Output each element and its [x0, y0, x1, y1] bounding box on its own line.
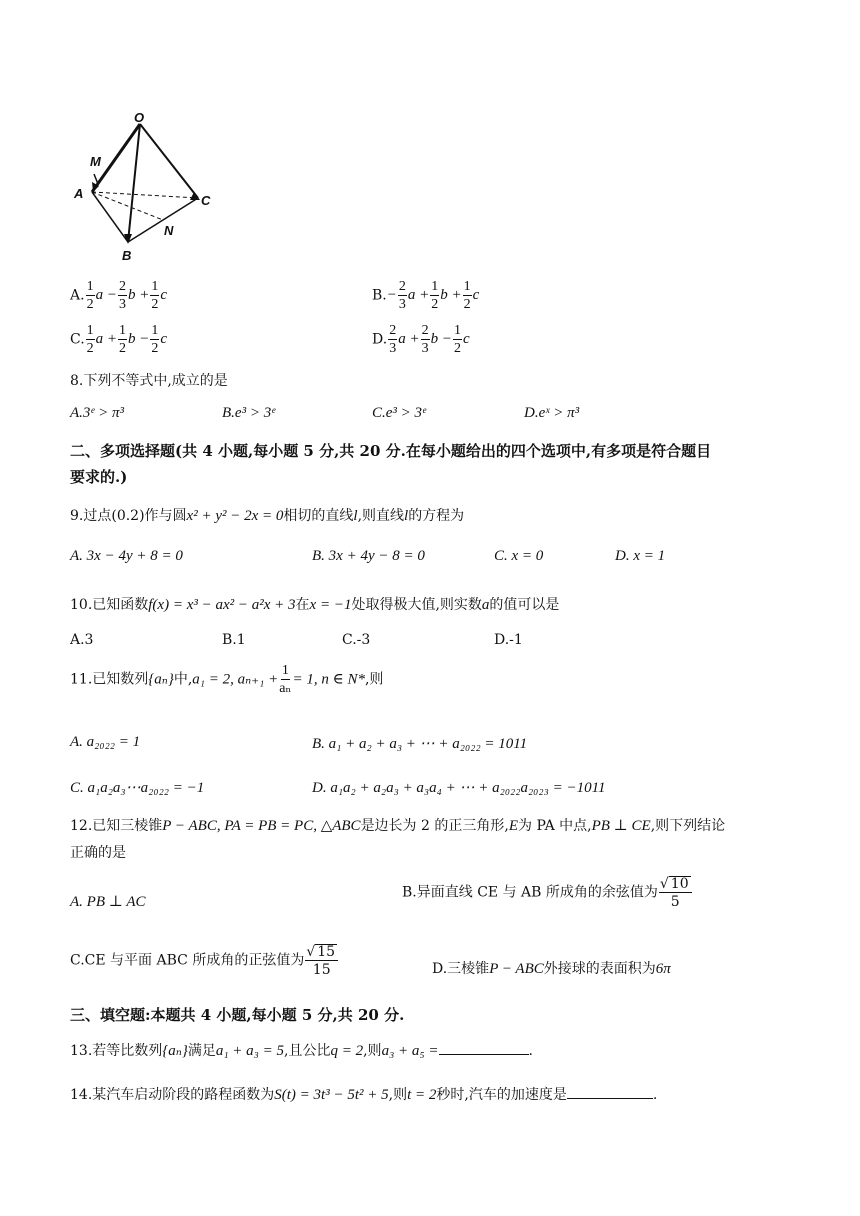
- q12-option-a[interactable]: A. PB ⊥ AC: [70, 894, 146, 910]
- section-2-title-line2: 要求的.): [70, 468, 128, 486]
- answer-blank[interactable]: [439, 1042, 529, 1055]
- q12-option-b[interactable]: B.异面直线 CE 与 AB 所成角的余弦值为 $\frac{√ 10}{5}$: [402, 876, 693, 909]
- q7-option-d[interactable]: D. $\frac{2}{3}$ a + $\frac{2}{3}$ b − $\frac{1}{2}$ c: [372, 323, 470, 356]
- q7-option-b[interactable]: B.− $\frac{2}{3}$ a + $\frac{1}{2}$ b + $\frac{1}{2}$ c: [372, 279, 480, 312]
- option-letter: B.: [372, 287, 387, 304]
- q10-option-a[interactable]: A.3: [70, 632, 94, 648]
- q10-option-b[interactable]: B.1: [222, 632, 246, 648]
- q10-stem: 10.已知函数f(x) = x³ − ax² − a²x + 3在x = −1处取得极大值,则实数a的值可以是: [70, 597, 560, 613]
- option-letter: C.: [70, 331, 85, 348]
- q8-option-a[interactable]: A.3ᵉ > π³: [70, 405, 124, 421]
- option-letter: D.: [372, 331, 388, 348]
- q11-option-d[interactable]: D. a₁a₂ + a₂a₃ + a₃a₄ + ⋯ + a₂₀₂₂a₂₀₂₃ = −1011: [312, 780, 606, 796]
- q11-option-a[interactable]: A. a₂₀₂₂ = 1: [70, 734, 141, 750]
- q8-option-b[interactable]: B.e³ > 3ᵉ: [222, 405, 276, 421]
- q9-option-d[interactable]: D. x = 1: [615, 548, 666, 564]
- point-label-o: O: [134, 110, 145, 125]
- q11-option-c[interactable]: C. a₁a₂a₃⋯a₂₀₂₂ = −1: [70, 780, 205, 796]
- q11-option-b[interactable]: B. a₁ + a₂ + a₃ + ⋯ + a₂₀₂₂ = 1011: [312, 736, 528, 752]
- section-3-title: 三、填空题:本题共 4 小题,每小题 5 分,共 20 分.: [70, 1006, 405, 1024]
- q10-option-d[interactable]: D.-1: [494, 632, 523, 648]
- q12-stem-line2: 正确的是: [70, 845, 126, 861]
- q9-option-c[interactable]: C. x = 0: [494, 548, 544, 564]
- q13-stem: 13.若等比数列{aₙ}满足a₁ + a₃ = 5,且公比q = 2,则a₃ + a₅ = .: [70, 1043, 533, 1059]
- q7-option-a[interactable]: A. $\frac{1}{2}$ a − $\frac{2}{3}$ b + $\frac{1}{2}$ c: [70, 279, 167, 312]
- tetrahedron-figure: [70, 108, 230, 268]
- q12-option-d[interactable]: D.三棱锥P − ABC外接球的表面积为6π: [432, 961, 671, 977]
- point-label-a: A: [74, 186, 84, 201]
- answer-blank[interactable]: [567, 1086, 653, 1099]
- q9-option-b[interactable]: B. 3x + 4y − 8 = 0: [312, 548, 425, 564]
- q8-option-c[interactable]: C.e³ > 3ᵉ: [372, 405, 426, 421]
- option-letter: A.: [70, 287, 85, 304]
- q10-option-c[interactable]: C.-3: [342, 632, 371, 648]
- q9-option-a[interactable]: A. 3x − 4y + 8 = 0: [70, 548, 183, 564]
- point-label-b: B: [122, 248, 132, 263]
- q8-option-d[interactable]: D.eˣ > π³: [524, 405, 580, 421]
- q7-option-c[interactable]: C. $\frac{1}{2}$ a + $\frac{1}{2}$ b − $\frac{1}{2}$ c: [70, 323, 168, 356]
- point-label-c: C: [201, 193, 211, 208]
- point-label-n: N: [164, 223, 174, 238]
- section-2-title-line1: 二、多项选择题(共 4 小题,每小题 5 分,共 20 分.在每小题给出的四个选项中,有多项是符合题目: [70, 442, 712, 460]
- q12-stem-line1: 12.已知三棱锥P − ABC, PA = PB = PC, △ABC是边长为 2 的正三角形,E为 PA 中点,PB ⊥ CE,则下列结论: [70, 818, 726, 834]
- q11-stem: 11.已知数列{aₙ}中,a₁ = 2, aₙ₊₁ + $\frac{1}{\text{aₙ}}$ = 1, n ∈ N*,则: [70, 663, 384, 696]
- q12-option-c[interactable]: C.CE 与平面 ABC 所成角的正弦值为 $\frac{√ 15}{15}$: [70, 944, 339, 977]
- q14-stem: 14.某汽车启动阶段的路程函数为S(t) = 3t³ − 5t² + 5,则t = 2秒时,汽车的加速度是 .: [70, 1087, 658, 1103]
- point-label-m: M: [90, 154, 101, 169]
- q9-stem: 9.过点(0.2)作与圆x² + y² − 2x = 0相切的直线l,则直线l的方程为: [70, 508, 465, 524]
- q8-stem: 8.下列不等式中,成立的是: [70, 373, 228, 389]
